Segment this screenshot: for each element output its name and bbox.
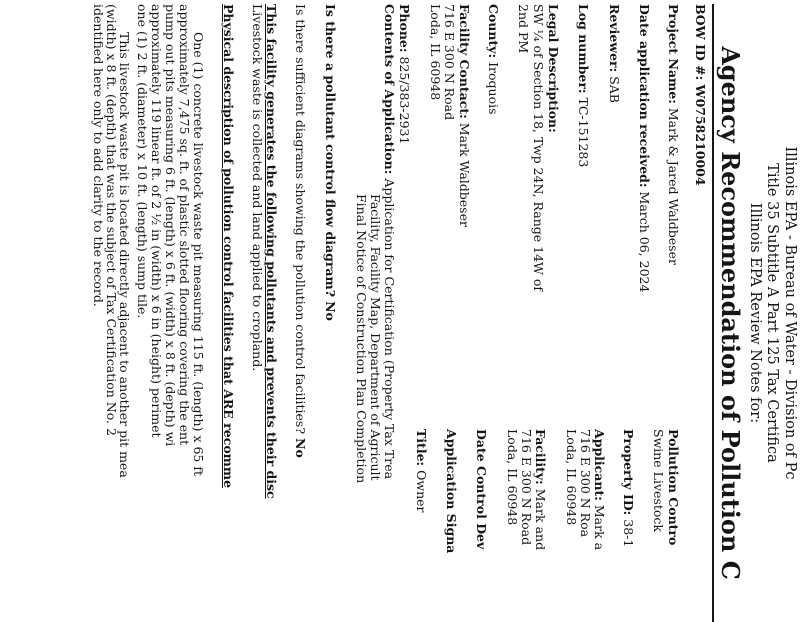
facility-address-line-1: 716 E 300 N Road xyxy=(519,429,534,546)
facility-contact-row xyxy=(457,4,472,227)
title-row xyxy=(414,429,429,513)
phone-value: 825/383-2931 xyxy=(397,56,412,145)
county-row xyxy=(486,4,501,115)
header-line-1: Illinois EPA - Bureau of Water - Division of Pc xyxy=(782,146,798,480)
project-name-label: Project Name: xyxy=(666,4,681,104)
facility-label: Facility: xyxy=(533,429,548,485)
phone-label: Phone: xyxy=(397,4,412,53)
property-id-value: 38-1 xyxy=(621,519,636,548)
pollution-control-value: Swine Livestock xyxy=(651,429,666,532)
applicant-address-line-1: 716 E 300 N Roa xyxy=(578,429,593,538)
header-line-2: Title 35 Subtitle A Part 125 Tax Certifica xyxy=(764,163,780,463)
date-control-device-label: Date Control Dev xyxy=(474,429,489,550)
facility-address-line-2: Loda, IL 60948 xyxy=(428,4,443,101)
facility-contact-label: Facility Contact: xyxy=(457,4,472,119)
physical-description-heading: Physical description of pollution control facilities that ARE recomme xyxy=(221,4,236,489)
contents-line-1: Application for Certification (Property Tax Trea xyxy=(382,178,397,480)
county-value: Iroquois xyxy=(486,62,501,115)
legal-description-label: Legal Description: xyxy=(546,4,561,133)
header-divider xyxy=(712,4,714,622)
page-title: Agency Recommendation of Pollution C xyxy=(716,46,745,580)
diagrams-answer: No xyxy=(293,438,308,458)
phone-row xyxy=(397,4,412,144)
flow-diagram-question xyxy=(323,4,338,321)
description-line: One (1) concrete livestock waste pit measuring 115 ft. (length) x 65 ft xyxy=(191,32,206,477)
facility-address-line-2: Loda, IL 60948 xyxy=(505,429,520,526)
facility-value: Mark and xyxy=(533,488,548,551)
diagrams-question xyxy=(293,4,308,458)
reviewer-value: SAB xyxy=(607,76,622,103)
date-received-value: March 06, 2024 xyxy=(637,191,652,293)
facility-contact-value: Mark Waldbeser xyxy=(457,122,472,227)
bow-id: BOW ID #: W0758210004 xyxy=(693,4,708,186)
log-number-value: TC-151283 xyxy=(576,97,591,168)
contents-label: Contents of Application: xyxy=(382,4,397,175)
description-line: pump out pits measuring 6 ft. (length) x 6 ft. (width) x 8 ft. (depth) wi xyxy=(163,4,178,447)
pollutants-text: Livestock waste is collected and land applied to cropland. xyxy=(250,4,265,372)
project-name-row xyxy=(666,4,681,265)
application-signature-label: Application Signa xyxy=(444,429,459,554)
title-value: Owner xyxy=(414,470,429,513)
pollution-control-label: Pollution Contro xyxy=(666,429,681,546)
diagrams-label: Is there sufficient diagrams showing the pollution control facilities? xyxy=(293,4,308,435)
title-label: Title: xyxy=(414,429,429,467)
legal-description-line-1: SW ¼ of Section 18, Twp 24N, Range 14W of xyxy=(531,4,546,291)
flow-diagram-label: Is there a pollutant control flow diagram? xyxy=(323,4,338,298)
date-received-row xyxy=(637,4,652,292)
contents-row xyxy=(382,4,397,479)
description-line: approximately 7,475 sq. ft. of plastic slotted flooring covering the ent xyxy=(177,4,192,446)
flow-diagram-answer: No xyxy=(323,301,338,321)
property-id-label: Property ID: xyxy=(621,429,636,516)
description-line: (width) x 8 ft. (depth) that was the subject of Tax Certification No. 2 xyxy=(104,4,119,436)
project-name-value: Mark & Jared Waldbeser xyxy=(666,107,681,265)
contents-line-3: Final Notice of Construction Plan Completion xyxy=(354,194,369,484)
applicant-label: Applicant: xyxy=(592,429,607,501)
description-line: identified here only to add clarity to the record. xyxy=(91,4,106,307)
county-label: County: xyxy=(486,4,501,59)
log-number-row xyxy=(576,4,591,167)
facility-address-line-1: 716 E 300 N Road xyxy=(442,4,457,121)
description-line: This livestock waste pit is located directly adjacent to another pit mea xyxy=(117,32,132,478)
facility-row xyxy=(533,429,548,550)
reviewer-row xyxy=(607,4,622,103)
log-number-label: Log number: xyxy=(576,4,591,94)
legal-description-line-2: 2nd PM xyxy=(516,4,531,54)
date-received-label: Date application received: xyxy=(637,4,652,188)
header-line-3: Illinois EPA Review Notes for: xyxy=(747,202,763,424)
applicant-value: Mark a xyxy=(592,504,607,551)
applicant-row xyxy=(592,429,607,550)
property-id-row xyxy=(621,429,636,547)
contents-line-2: Facility, Facility Map, Department of Agricult xyxy=(368,194,383,481)
description-line: approximately 119 linear ft. of 2 ½ in (width) x 6 in (height) perimet xyxy=(149,4,164,438)
applicant-address-line-2: Loda, IL 60948 xyxy=(564,429,579,526)
reviewer-label: Reviewer: xyxy=(607,4,622,73)
description-line: one (1) 2 ft. (diameter) x 10 ft. (length) sump tile. xyxy=(135,4,150,319)
scanned-document-page xyxy=(91,4,800,622)
pollutants-heading: This facility generates the following pollutants and prevents their disc xyxy=(264,4,279,499)
